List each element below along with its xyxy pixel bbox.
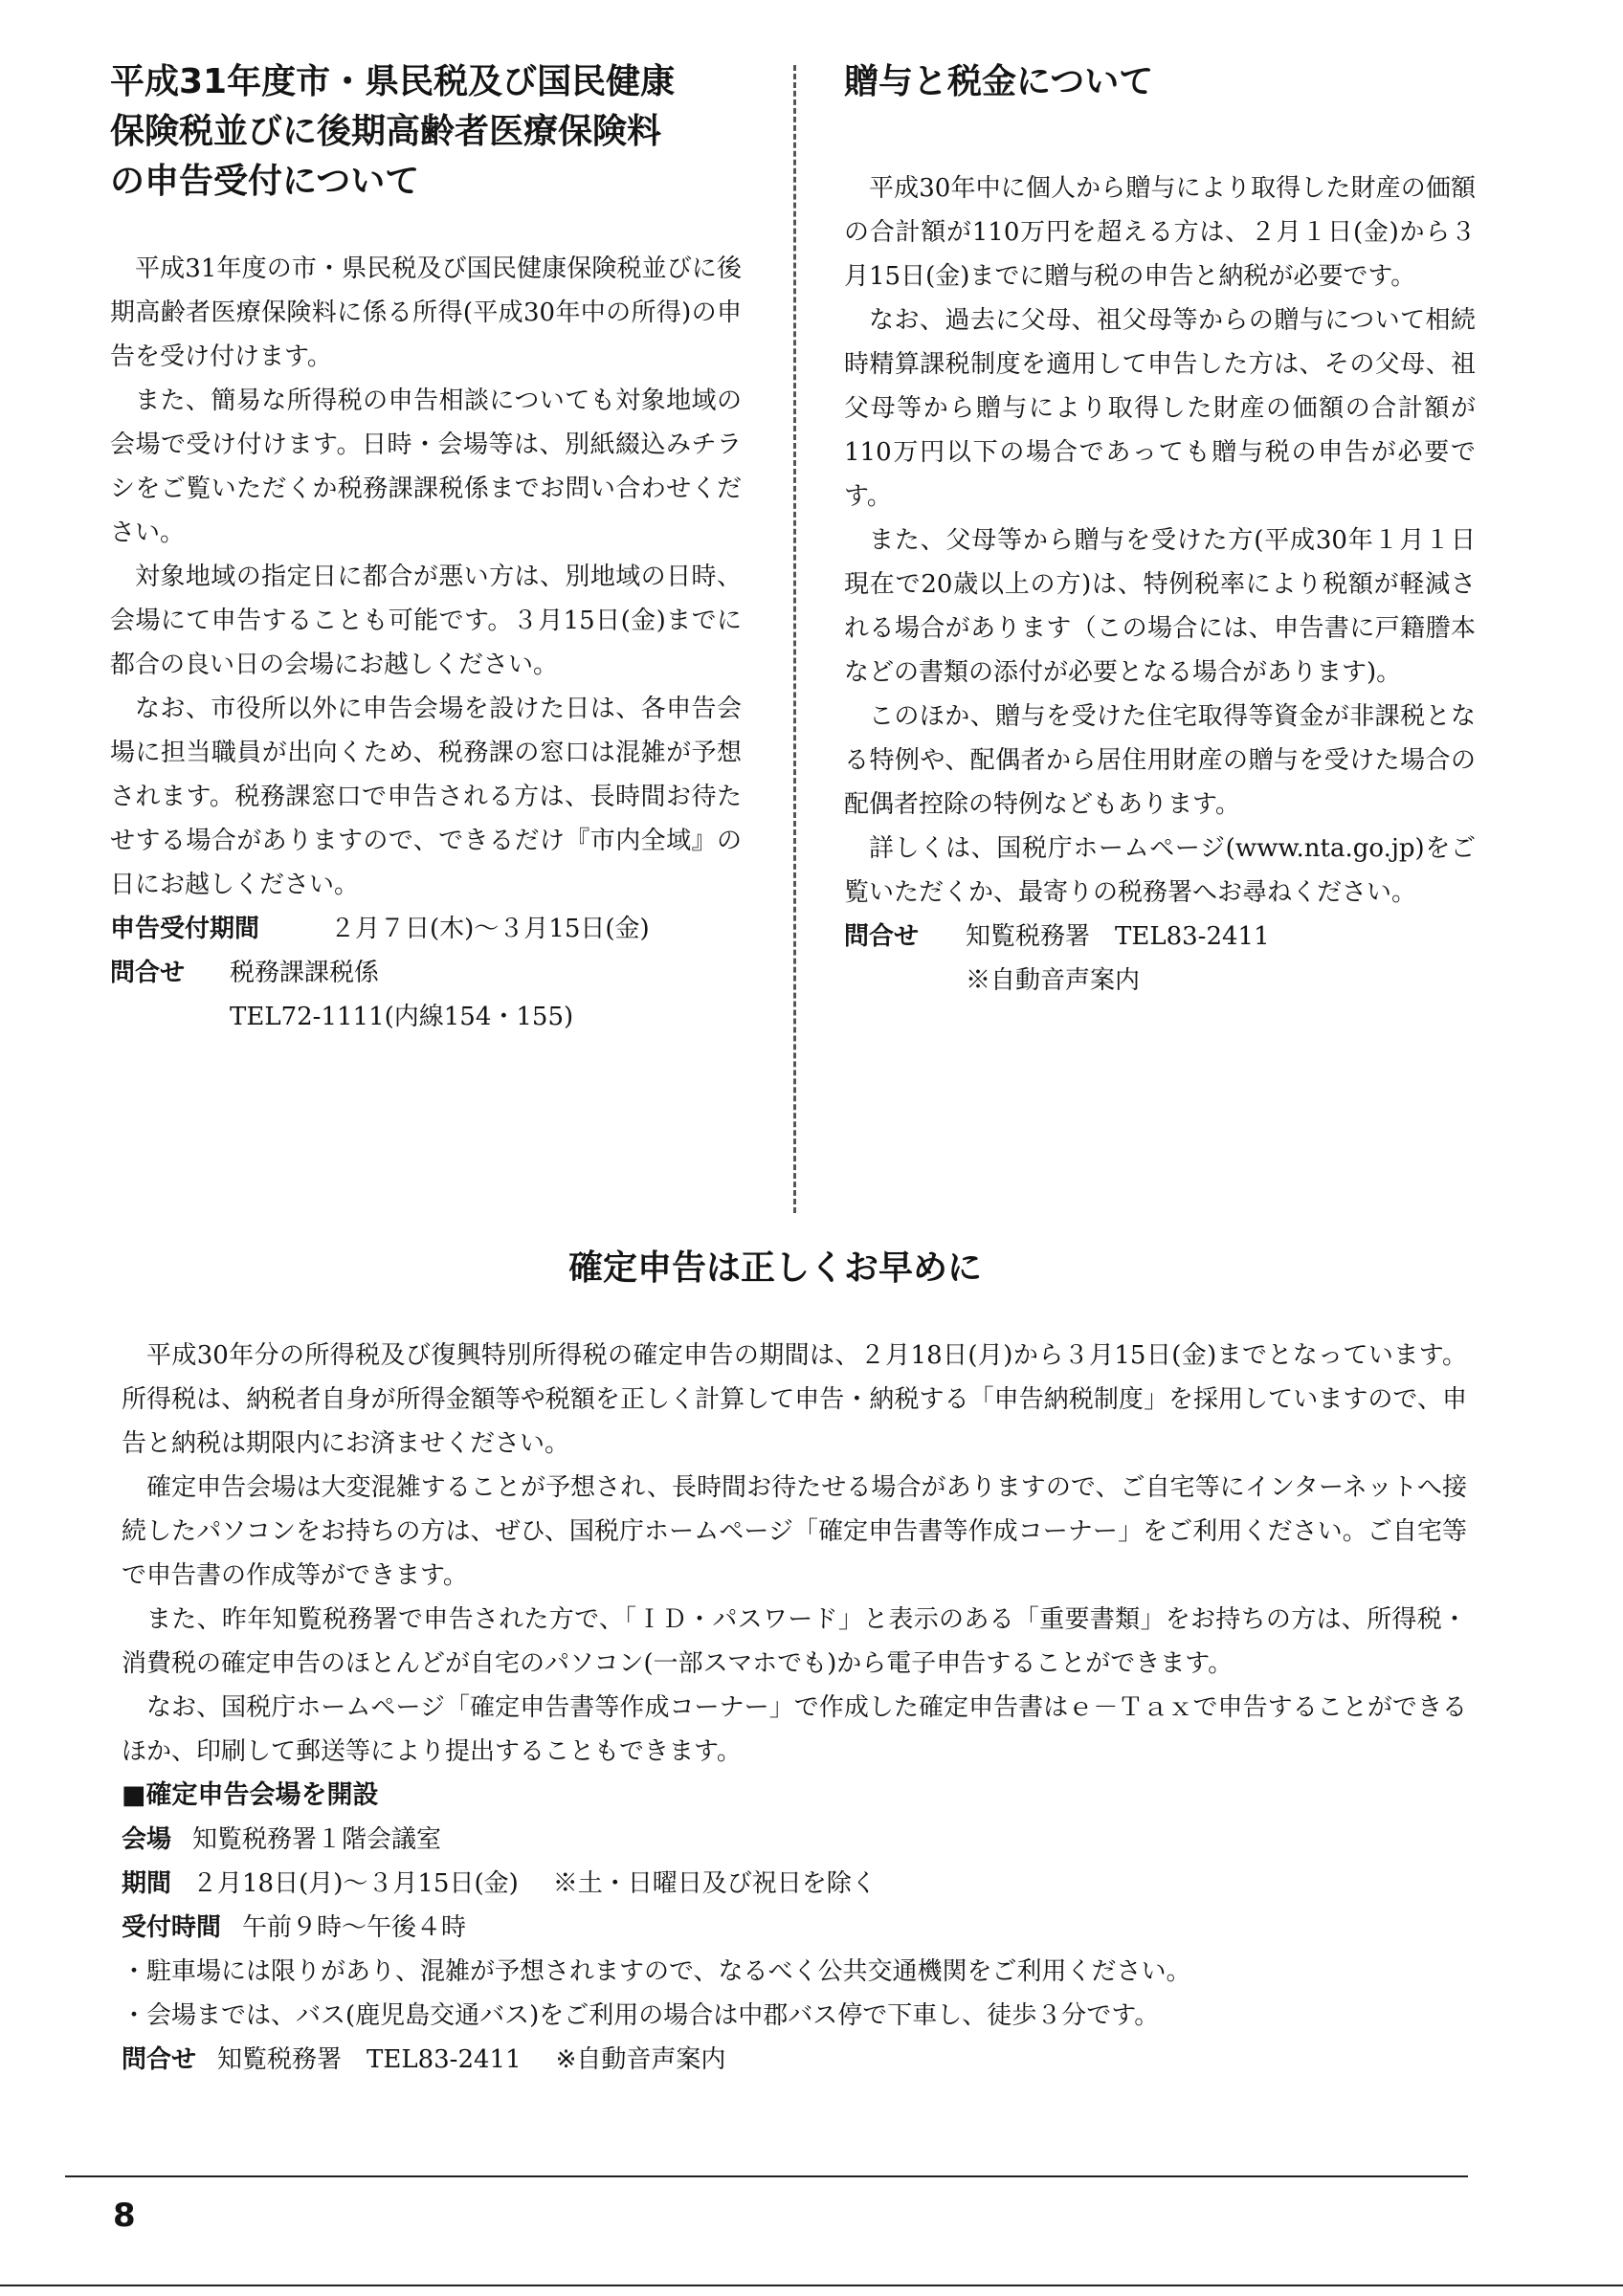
left-contact-label: 問合せ: [110, 959, 186, 987]
page-bottom-edge: [0, 2285, 1623, 2286]
left-article-body: [110, 247, 742, 1039]
right-article-body: [844, 166, 1476, 1003]
venue-label: 会場: [122, 1825, 172, 1854]
hours-value: 午前９時～午後４時: [242, 1913, 467, 1942]
venue-section-title: ■確定申告会場を開設: [122, 1780, 379, 1810]
bottom-contact-value: 知覧税務署 TEL83-2411: [217, 2045, 522, 2074]
bottom-article: [122, 1244, 1467, 2082]
left-period-row: [110, 907, 742, 951]
bottom-contact-label: 問合せ: [122, 2045, 197, 2074]
bottom-paragraph-3: また、昨年知覧税務署で申告された方で、「ＩＤ・パスワード」と表示のある「重要書類」をお持ちの方は、所得税・消費税の確定申告のほとんどが自宅のパソコン(一部スマホでも)から電子申告することができます。: [122, 1605, 1467, 1678]
bottom-article-title: 確定申告は正しくお早めに: [567, 1248, 982, 1288]
right-paragraph-5: 詳しくは、国税庁ホームページ(www.nta.go.jp)をご覧いただくか、最寄りの税務署へお尋ねください。: [844, 834, 1476, 907]
venue-row: [122, 1818, 1467, 1862]
period-label: 期間: [122, 1869, 172, 1898]
page-number: 8: [113, 2197, 136, 2235]
bottom-contact-row: [122, 2038, 1467, 2082]
left-title-line-2: 保険税並びに後期高齢者医療保険料: [110, 112, 662, 151]
venue-value: 知覧税務署１階会議室: [192, 1825, 442, 1854]
left-article: [110, 57, 742, 1039]
right-article-title: 贈与と税金について: [844, 62, 1154, 101]
column-divider: [793, 65, 796, 1213]
left-contact-row: [110, 951, 742, 995]
right-paragraph-3: また、父母等から贈与を受けた方(平成30年１月１日現在で20歳以上の方)は、特例税率により税額が軽減される場合があります（この場合には、申告書に戸籍謄本などの書類の添付が必要となる場合があります)。: [844, 526, 1476, 687]
period-value: ２月18日(月)～３月15日(金): [192, 1869, 519, 1898]
right-article: [844, 57, 1476, 1003]
footer-rule: [65, 2175, 1468, 2177]
right-contact-value: 知覧税務署 TEL83-2411: [966, 922, 1270, 951]
bottom-paragraph-2: 確定申告会場は大変混雑することが予想され、長時間お待たせる場合がありますので、ご自宅等にインターネットへ接続したパソコンをお持ちの方は、ぜひ、国税庁ホームページ「確定申告書等作成コーナー」をご利用ください。ご自宅等で申告書の作成等ができます。: [122, 1473, 1467, 1590]
left-contact-value: 税務課課税係: [230, 959, 380, 987]
left-article-title: [110, 57, 742, 207]
left-paragraph-1: 平成31年度の市・県民税及び国民健康保険税並びに後期高齢者医療保険料に係る所得(平成30年中の所得)の申告を受け付けます。: [110, 254, 742, 371]
left-paragraph-4: なお、市役所以外に申告会場を設けた日は、各申告会場に担当職員が出向くため、税務課の窓口は混雑が予想されます。税務課窓口で申告される方は、長時間お待たせする場合がありますので、できるだけ『市内全域』の日にお越しください。: [110, 695, 742, 899]
right-paragraph-2: なお、過去に父母、祖父母等からの贈与について相続時精算課税制度を適用して申告した方は、その父母、祖父母等から贈与により取得した財産の価額の合計額が110万円以下の場合であっても贈与税の申告が必要です。: [844, 306, 1476, 511]
left-title-line-1: 平成31年度市・県民税及び国民健康: [110, 62, 676, 101]
hours-label: 受付時間: [122, 1913, 222, 1942]
bullet-parking: ・駐車場には限りがあり、混雑が予想されますので、なるべく公共交通機関をご利用ください。: [122, 1957, 1191, 1986]
right-paragraph-1: 平成30年中に個人から贈与により取得した財産の価額の合計額が110万円を超える方は、２月１日(金)から３月15日(金)までに贈与税の申告と納税が必要です。: [844, 174, 1476, 291]
left-title-line-3: の申告受付について: [110, 162, 420, 201]
left-period-value: ２月７日(木)～３月15日(金): [330, 915, 650, 943]
left-period-label: 申告受付期間: [110, 915, 260, 943]
right-paragraph-4: このほか、贈与を受けた住宅取得等資金が非課税となる特例や、配偶者から居住用財産の贈与を受けた場合の配偶者控除の特例などもあります。: [844, 702, 1476, 819]
bottom-contact-note: ※自動音声案内: [555, 2045, 726, 2074]
right-contact-note: ※自動音声案内: [966, 966, 1141, 995]
period-note: ※土・日曜日及び祝日を除く: [552, 1869, 877, 1898]
left-paragraph-2: また、簡易な所得税の申告相談についても対象地域の会場で受け付けます。日時・会場等は、別紙綴込みチラシをご覧いただくか税務課課税係までお問い合わせください。: [110, 386, 742, 547]
bottom-paragraph-1: 平成30年分の所得税及び復興特別所得税の確定申告の期間は、２月18日(月)から３月15日(金)までとなっています。所得税は、納税者自身が所得金額等や税額を正しく計算して申告・納税する「申告納税制度」を採用していますので、申告と納税は期限内にお済ませください。: [122, 1341, 1467, 1458]
hours-row: [122, 1906, 1467, 1950]
right-contact-label: 問合せ: [844, 922, 920, 951]
period-row: [122, 1862, 1467, 1906]
left-paragraph-3: 対象地域の指定日に都合が悪い方は、別地域の日時、会場にて申告することも可能です。３月15日(金)までに都合の良い日の会場にお越しください。: [110, 563, 742, 679]
bottom-paragraph-4: なお、国税庁ホームページ「確定申告書等作成コーナー」で作成した確定申告書はｅ－Ｔａｘで申告することができるほか、印刷して郵送等により提出することもできます。: [122, 1693, 1467, 1766]
left-contact-tel: TEL72-1111(内線154・155): [230, 1003, 574, 1031]
right-contact-row: [844, 915, 1476, 959]
bullet-bus: ・会場までは、バス(鹿児島交通バス)をご利用の場合は中郡バス停で下車し、徒歩３分です。: [122, 2001, 1160, 2030]
